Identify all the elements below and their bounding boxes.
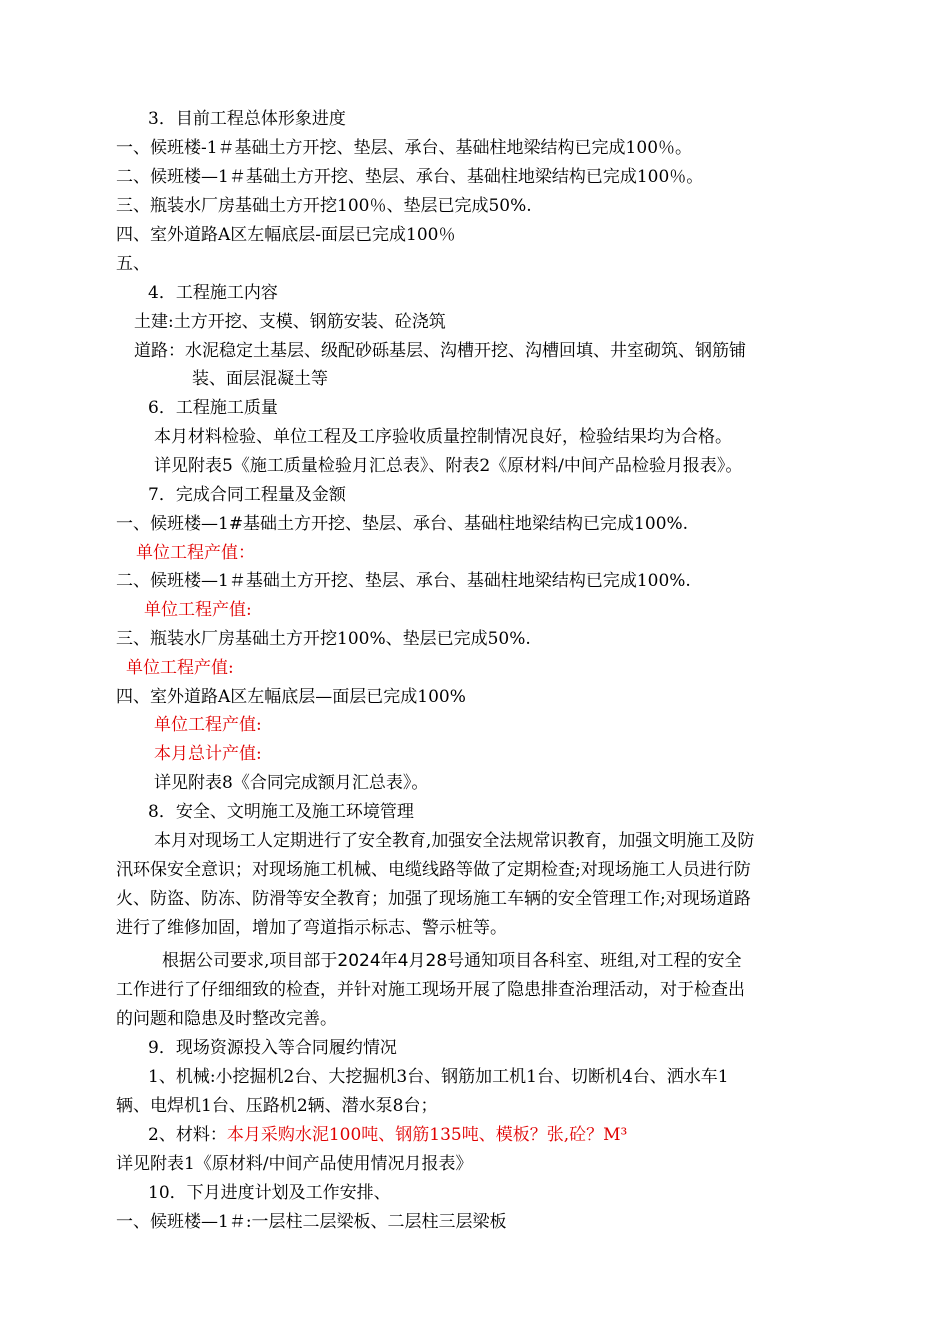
inspection-text-a: 根据公司要求,项目部于	[162, 951, 338, 971]
quantity-item-2: 二、候班楼—1＃基础土方开挖、垫层、承台、基础柱地梁结构已完成100%.	[116, 571, 691, 591]
safety-paragraph-line-3: 火、防盗、防冻、防滑等安全教育；加强了现场施工车辆的安全管理工作;对现场道路	[116, 889, 751, 909]
machinery-line-2: 辆、电焊机1台、压路机2辆、潜水泵8台；	[116, 1096, 438, 1116]
materials-reference: 详见附表1《原材料/中间产品使用情况月报表》	[116, 1154, 473, 1174]
materials-purchase-value: 本月采购水泥100吨、钢筋135吨、模板？张,砼？M³	[226, 1125, 628, 1145]
section-7-heading: 7．完成合同工程量及金额	[148, 485, 346, 505]
unit-output-value-2: 单位工程产值:	[144, 600, 252, 620]
safety-paragraph-line-2: 汛环保安全意识；对现场施工机械、电缆线路等做了定期检查;对现场施工人员进行防	[116, 860, 751, 880]
section-4-heading: 4．工程施工内容	[148, 283, 278, 303]
section-3-heading: 3．目前工程总体形象进度	[148, 109, 346, 129]
section-10-heading: 10．下月进度计划及工作安排、	[148, 1183, 391, 1203]
section-6-heading: 6．工程施工质量	[148, 398, 278, 418]
quantity-item-4: 四、室外道路A区左幅底层—面层已完成100%	[116, 687, 466, 707]
road-works-line-1: 道路：水泥稳定土基层、级配砂砾基层、沟槽开挖、沟槽回填、井室砌筑、钢筋铺	[134, 341, 746, 361]
quality-paragraph: 本月材料检验、单位工程及工序验收质量控制情况良好，检验结果均为合格。	[154, 427, 732, 447]
progress-item-4: 四、室外道路A区左幅底层-面层已完成100％	[116, 225, 456, 245]
section-9-heading: 9．现场资源投入等合同履约情况	[148, 1038, 397, 1058]
materials-label: 2、材料：	[148, 1125, 227, 1145]
unit-output-value-4: 单位工程产值:	[154, 715, 262, 735]
monthly-total-output: 本月总计产值:	[154, 744, 262, 764]
inspection-paragraph-line-1	[162, 949, 742, 973]
unit-output-value-1: 单位工程产值：	[136, 543, 255, 563]
progress-item-3: 三、瓶装水厂房基础土方开挖100％、垫层已完成50%.	[116, 196, 532, 216]
unit-output-value-3: 单位工程产值:	[126, 658, 234, 678]
safety-paragraph-line-1: 本月对现场工人定期进行了安全教育,加强安全法规常识教育，加强文明施工及防	[154, 831, 755, 851]
progress-item-5: 五、	[116, 254, 150, 274]
safety-paragraph-line-4: 进行了维修加固，增加了弯道指示标志、警示桩等。	[116, 918, 507, 938]
civil-works-line: 土建:土方开挖、支模、钢筋安装、砼浇筑	[134, 312, 446, 332]
machinery-line-1: 1、机械:小挖掘机2台、大挖掘机3台、钢筋加工机1台、切断机4台、洒水车1	[148, 1067, 729, 1087]
progress-item-2: 二、候班楼—1＃基础土方开挖、垫层、承台、基础柱地梁结构已完成100％。	[116, 167, 704, 187]
road-works-line-2: 装、面层混凝土等	[192, 369, 328, 389]
inspection-month: 4	[397, 951, 409, 971]
inspection-text-c: 月	[408, 951, 426, 971]
progress-item-1: 一、候班楼-1＃基础土方开挖、垫层、承台、基础柱地梁结构已完成100％。	[116, 138, 693, 158]
inspection-day: 28	[425, 951, 448, 971]
quantity-item-3: 三、瓶装水厂房基础土方开挖100%、垫层已完成50%.	[116, 629, 531, 649]
inspection-text-d: 号通知项目各科室、班组,对工程的安全	[447, 951, 742, 971]
next-month-plan-item-1: 一、候班楼—1＃:一层柱二层梁板、二层柱三层梁板	[116, 1212, 507, 1232]
section-8-heading: 8．安全、文明施工及施工环境管理	[148, 802, 414, 822]
quality-reference: 详见附表5《施工质量检验月汇总表》、附表2《原材料/中间产品检验月报表》。	[154, 456, 743, 476]
inspection-paragraph-line-2: 工作进行了仔细细致的检查，并针对施工现场开展了隐患排查治理活动，对于检查出	[116, 980, 745, 1000]
inspection-text-b: 年	[380, 951, 398, 971]
inspection-paragraph-line-3: 的问题和隐患及时整改完善。	[116, 1009, 337, 1029]
materials-line	[148, 1123, 627, 1147]
contract-reference: 详见附表8《合同完成额月汇总表》。	[154, 773, 429, 793]
inspection-year: 2024	[337, 951, 381, 971]
quantity-item-1: 一、候班楼—1#基础土方开挖、垫层、承台、基础柱地梁结构已完成100%.	[116, 514, 689, 534]
